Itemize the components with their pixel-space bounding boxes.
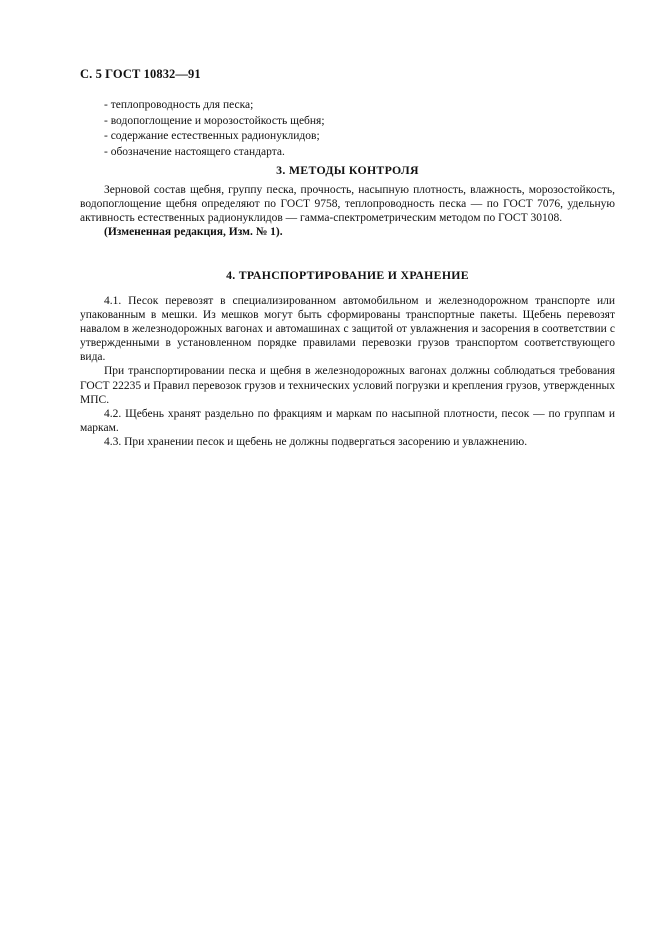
amendment-note: (Измененная редакция, Изм. № 1). bbox=[104, 226, 283, 239]
section-3-paragraph: Зерновой состав щебня, группу песка, прочность, насыпную плотность, влажность, морозостойкость, водопоглощение щебня определяют по ГОСТ 9758, теплопроводность песка — по ГОСТ 7076, удельную активность естественных радионуклидов — гамма-спектрометрическим методом по ГОСТ 30108. bbox=[80, 184, 615, 225]
section-3-body bbox=[80, 183, 615, 239]
requirements-list bbox=[104, 98, 624, 160]
section-4-body bbox=[80, 294, 615, 449]
list-item: - теплопроводность для песка; bbox=[104, 99, 254, 111]
clause-4-3: 4.3. При хранении песок и щебень не должны подвергаться засорению и увлажнению. bbox=[104, 435, 528, 448]
list-item: - водопоглощение и морозостойкость щебня; bbox=[104, 114, 325, 127]
list-item: - содержание естественных радионуклидов; bbox=[104, 130, 320, 143]
clause-4-2: 4.2. Щебень хранят раздельно по фракциям и маркам по насыпной плотности, песок — по группам и маркам. bbox=[80, 407, 615, 434]
section-3-title: 3. МЕТОДЫ КОНТРОЛЯ bbox=[276, 163, 419, 177]
section-4-title: 4. ТРАНСПОРТИРОВАНИЕ И ХРАНЕНИЕ bbox=[226, 268, 469, 282]
clause-4-1-transport: При транспортировании песка и щебня в железнодорожных вагонах должны соблюдаться требования ГОСТ 22235 и Правил перевозок грузов и технических условий погрузки и крепления грузов, утвержденных МПС. bbox=[80, 365, 615, 406]
page-header: С. 5 ГОСТ 10832—91 bbox=[80, 67, 201, 81]
clause-4-1: 4.1. Песок перевозят в специализированном автомобильном и железнодорожном транспорте или упакованным в мешки. Из мешков могут быть сформированы транспортные пакеты. Щебень перевозят навалом в железнодорожных вагонах и автомашинах с защитой от увлажнения и засорения в соответствии с утвержденными в установленном порядке правилами перевозки грузов транспортом соответствующего вида. bbox=[80, 295, 615, 364]
list-item: - обозначение настоящего стандарта. bbox=[104, 145, 285, 158]
